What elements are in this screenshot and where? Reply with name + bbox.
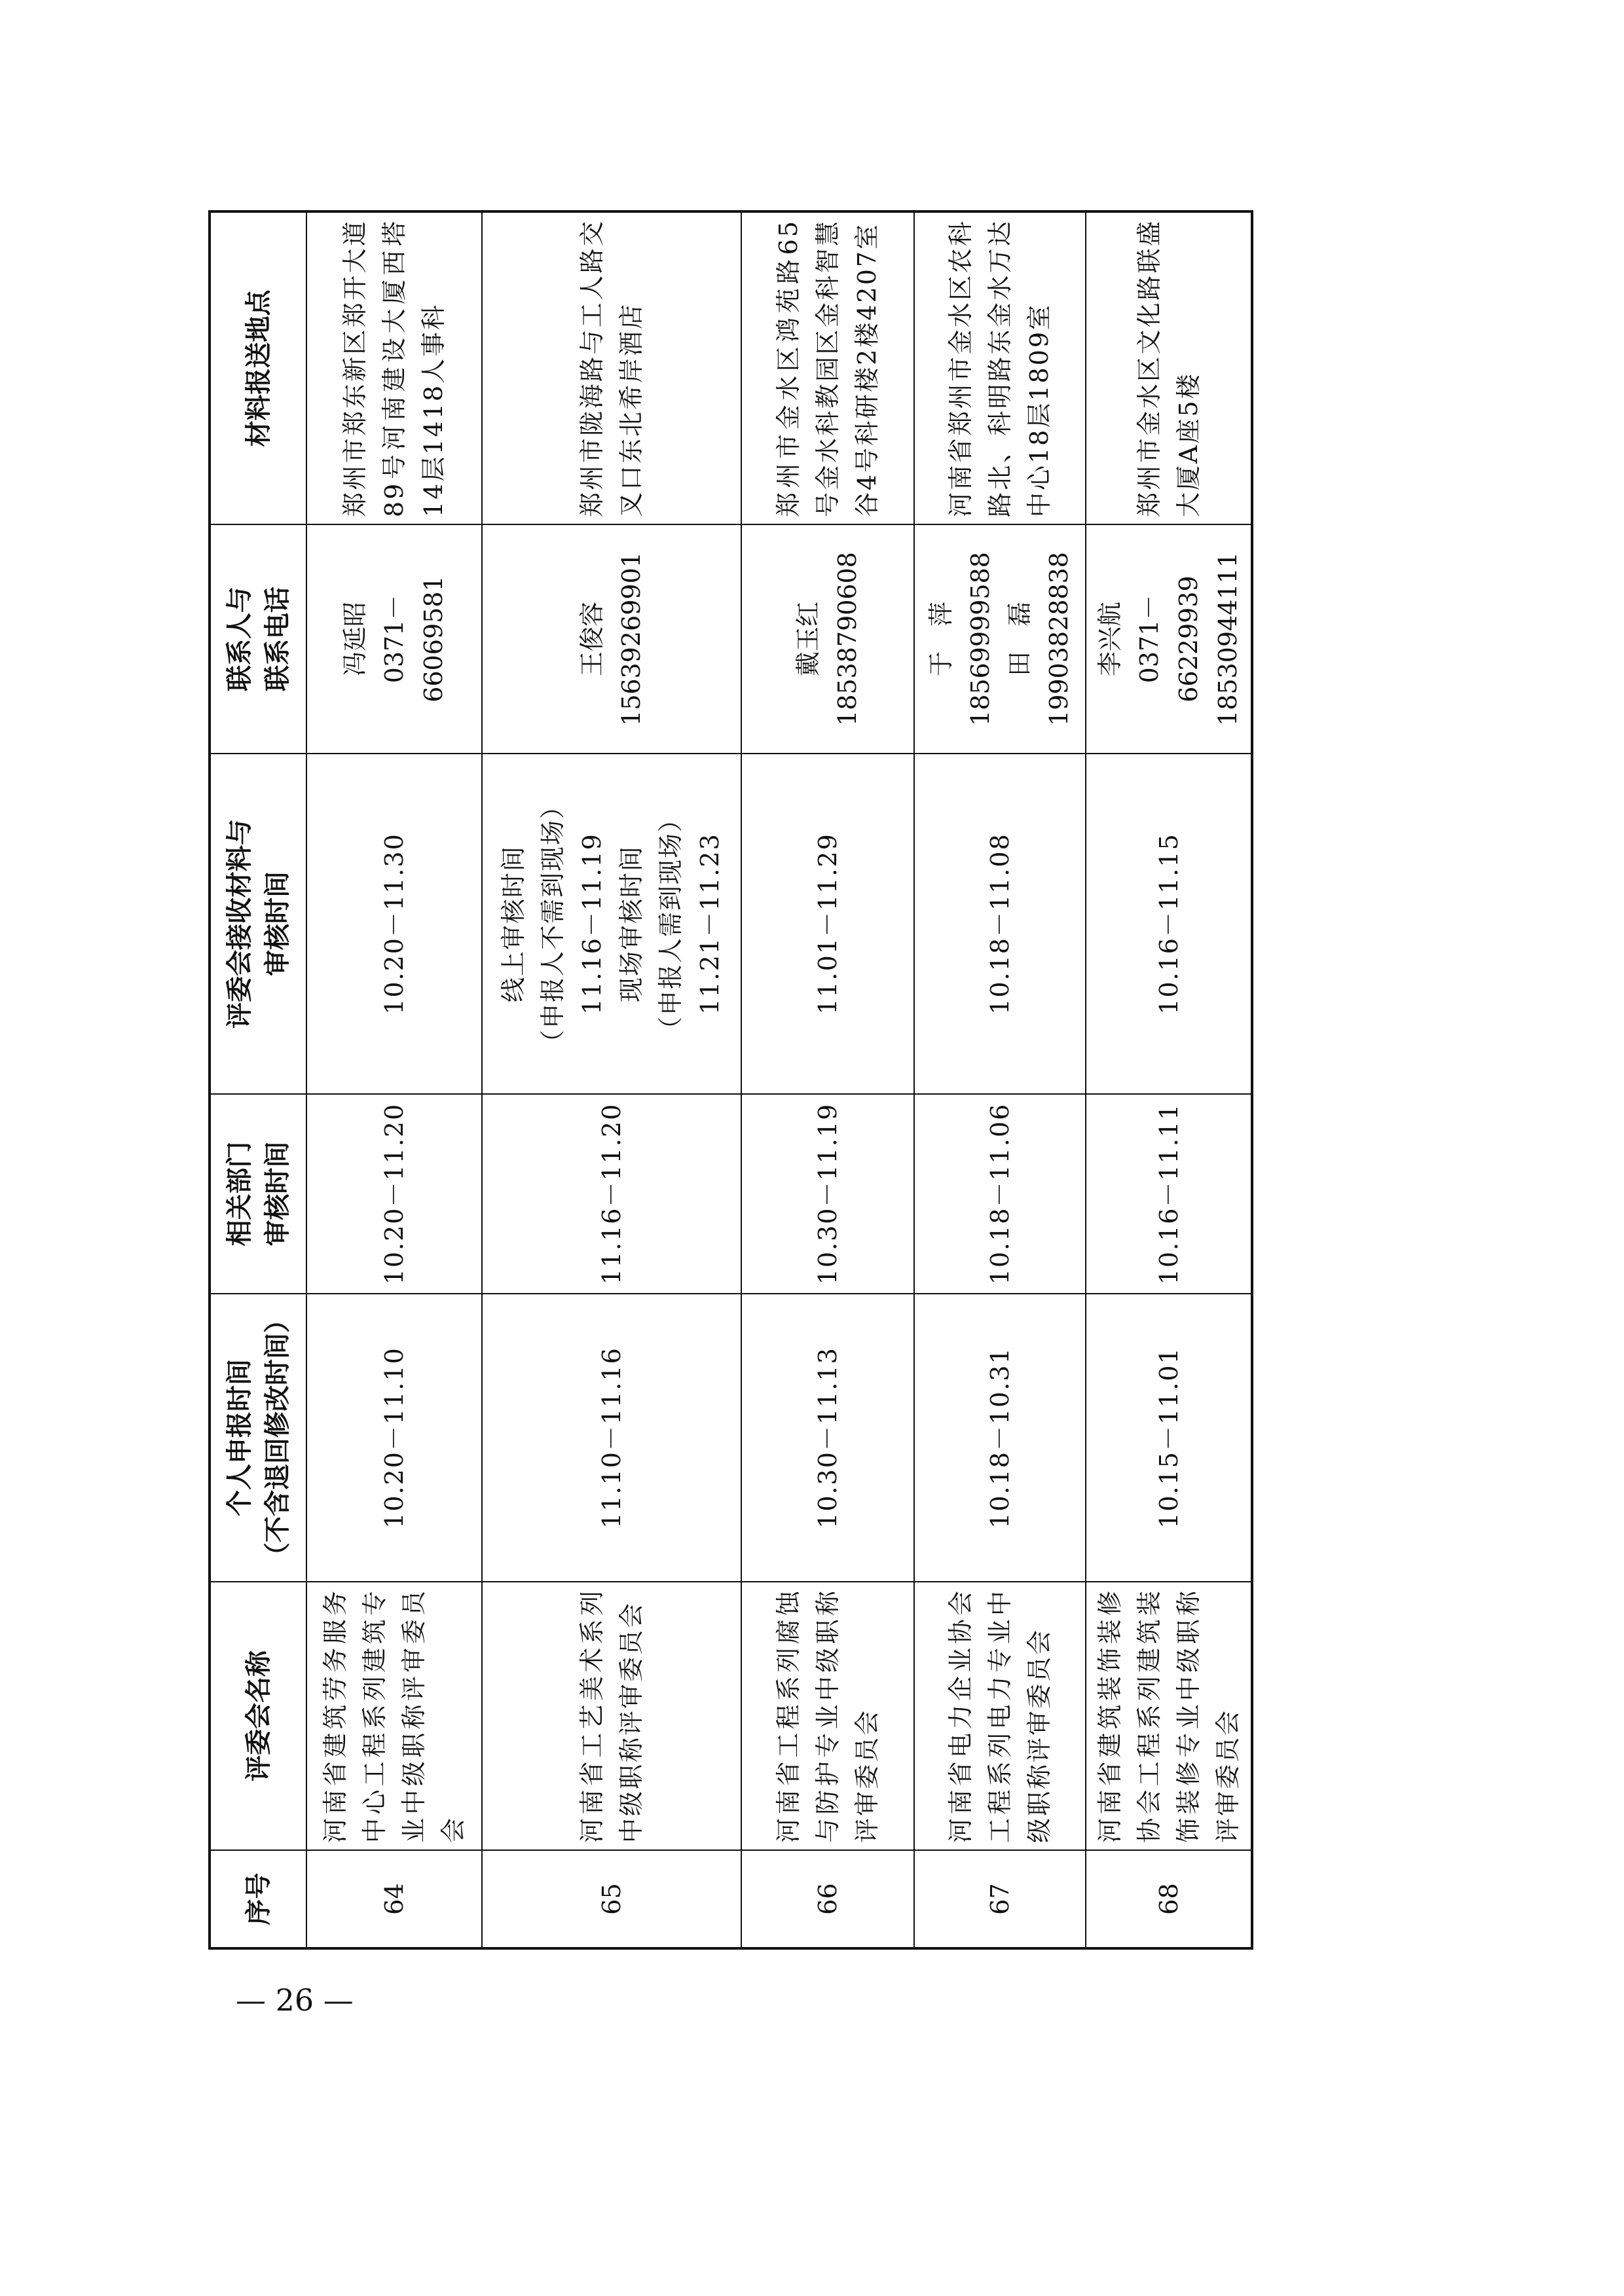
header-apply-line2: （不含退回修改时间）	[261, 1307, 293, 1569]
table-row	[306, 211, 482, 1948]
receive-line: 10.16－11.15	[1154, 833, 1183, 1015]
cell-receive	[482, 754, 741, 1094]
cell-dept: 10.20－11.20	[306, 1094, 482, 1294]
header-no: 序号	[210, 1850, 306, 1948]
receive-line: 现场审核时间	[617, 845, 646, 1003]
cell-receive	[914, 754, 1086, 1094]
cell-receive	[741, 754, 914, 1094]
cell-receive	[1086, 754, 1252, 1094]
cell-contact	[306, 524, 482, 754]
cell-no: 64	[306, 1850, 482, 1948]
contact-line: 18530944111	[1213, 552, 1242, 726]
receive-line: 10.20－11.30	[380, 833, 409, 1015]
table-row	[482, 211, 741, 1948]
cell-no: 65	[482, 1850, 741, 1948]
contact-line: 于 萍	[927, 602, 955, 677]
cell-no: 67	[914, 1850, 1086, 1948]
cell-committee: 河南省电力企业协会工程系列电力专业中级职称评审委员会	[914, 1582, 1086, 1850]
cell-apply: 10.15－11.01	[1086, 1294, 1252, 1582]
contact-line: 15639269901	[617, 552, 646, 726]
receive-line: （申报人不需到现场）	[538, 793, 567, 1055]
rotated-table-container	[208, 213, 1251, 1950]
header-dept-line1: 相关部门	[223, 1141, 255, 1247]
header-apply-line1: 个人申报时间	[223, 1359, 255, 1516]
contact-line: 18538790608	[833, 552, 862, 726]
cell-address: 郑州市金水区文化路联盛大厦A座5楼	[1086, 211, 1252, 524]
cell-committee: 河南省工艺美术系列中级职称评审委员会	[482, 1582, 741, 1850]
table-row	[914, 211, 1086, 1948]
cell-apply: 11.10－11.16	[482, 1294, 741, 1582]
contact-line: 冯延昭	[341, 602, 369, 677]
header-apply-time	[210, 1294, 306, 1582]
cell-contact	[741, 524, 914, 754]
header-dept-time	[210, 1094, 306, 1294]
cell-contact	[914, 524, 1086, 754]
header-address: 材料报送地点	[210, 211, 306, 524]
cell-dept: 10.16－11.11	[1086, 1094, 1252, 1294]
schedule-table	[208, 210, 1253, 1950]
cell-address: 郑州市郑东新区郑开大道89号河南建设大厦西塔14层1418人事科	[306, 211, 482, 524]
cell-committee: 河南省建筑劳务服务中心工程系列建筑专业中级职称评审委员会	[306, 1582, 482, 1850]
cell-address: 郑州市金水区鸿苑路65号金水科教园区金科智慧谷4号科研楼2楼4207室	[741, 211, 914, 524]
cell-no: 68	[1086, 1850, 1252, 1948]
receive-line: 11.16－11.19	[578, 833, 606, 1015]
receive-line: 线上审核时间	[499, 845, 528, 1003]
cell-contact	[1086, 524, 1252, 754]
cell-address: 郑州市陇海路与工人路交叉口东北希岸酒店	[482, 211, 741, 524]
receive-line: （申报人需到现场）	[656, 806, 685, 1042]
header-contact-line1: 联系人与	[223, 587, 255, 691]
cell-dept: 10.30－11.19	[741, 1094, 914, 1294]
cell-dept: 11.16－11.20	[482, 1094, 741, 1294]
contact-line: 王俊容	[578, 602, 606, 677]
header-receive-line2: 审核时间	[261, 871, 293, 976]
contact-line: 19903828838	[1044, 552, 1073, 726]
contact-line: 0371－66229939	[1134, 575, 1203, 702]
cell-committee: 河南省工程系列腐蚀与防护专业中级职称评审委员会	[741, 1582, 914, 1850]
header-row	[210, 211, 306, 1948]
header-committee: 评委会名称	[210, 1582, 306, 1850]
contact-line: 戴玉红	[794, 602, 822, 677]
table-row	[741, 211, 914, 1948]
cell-receive	[306, 754, 482, 1094]
cell-dept: 10.18－11.06	[914, 1094, 1086, 1294]
header-receive-line1: 评委会接收材料与	[223, 819, 255, 1029]
cell-committee: 河南省建筑装饰装修协会工程系列建筑装饰装修专业中级职称评审委员会	[1086, 1582, 1252, 1850]
contact-line: 李兴航	[1095, 602, 1124, 677]
header-contact-line2: 联系电话	[261, 587, 293, 691]
cell-contact	[482, 524, 741, 754]
cell-apply: 10.20－11.10	[306, 1294, 482, 1582]
contact-line: 田 磊	[1005, 602, 1034, 677]
contact-line: 0371－66069581	[380, 575, 448, 702]
cell-apply: 10.30－11.13	[741, 1294, 914, 1582]
page-number: — 26 —	[236, 1982, 354, 2018]
header-contact	[210, 524, 306, 754]
header-receive-time	[210, 754, 306, 1094]
contact-line: 18569999588	[966, 552, 995, 726]
header-dept-line2: 审核时间	[261, 1141, 293, 1247]
cell-address: 河南省郑州市金水区农科路北、科明路东金水万达中心18层1809室	[914, 211, 1086, 524]
receive-line: 11.21－11.23	[695, 833, 724, 1015]
table-row	[1086, 211, 1252, 1948]
receive-line: 11.01－11.29	[813, 833, 842, 1015]
receive-line: 10.18－11.08	[986, 833, 1014, 1015]
cell-apply: 10.18－10.31	[914, 1294, 1086, 1582]
cell-no: 66	[741, 1850, 914, 1948]
